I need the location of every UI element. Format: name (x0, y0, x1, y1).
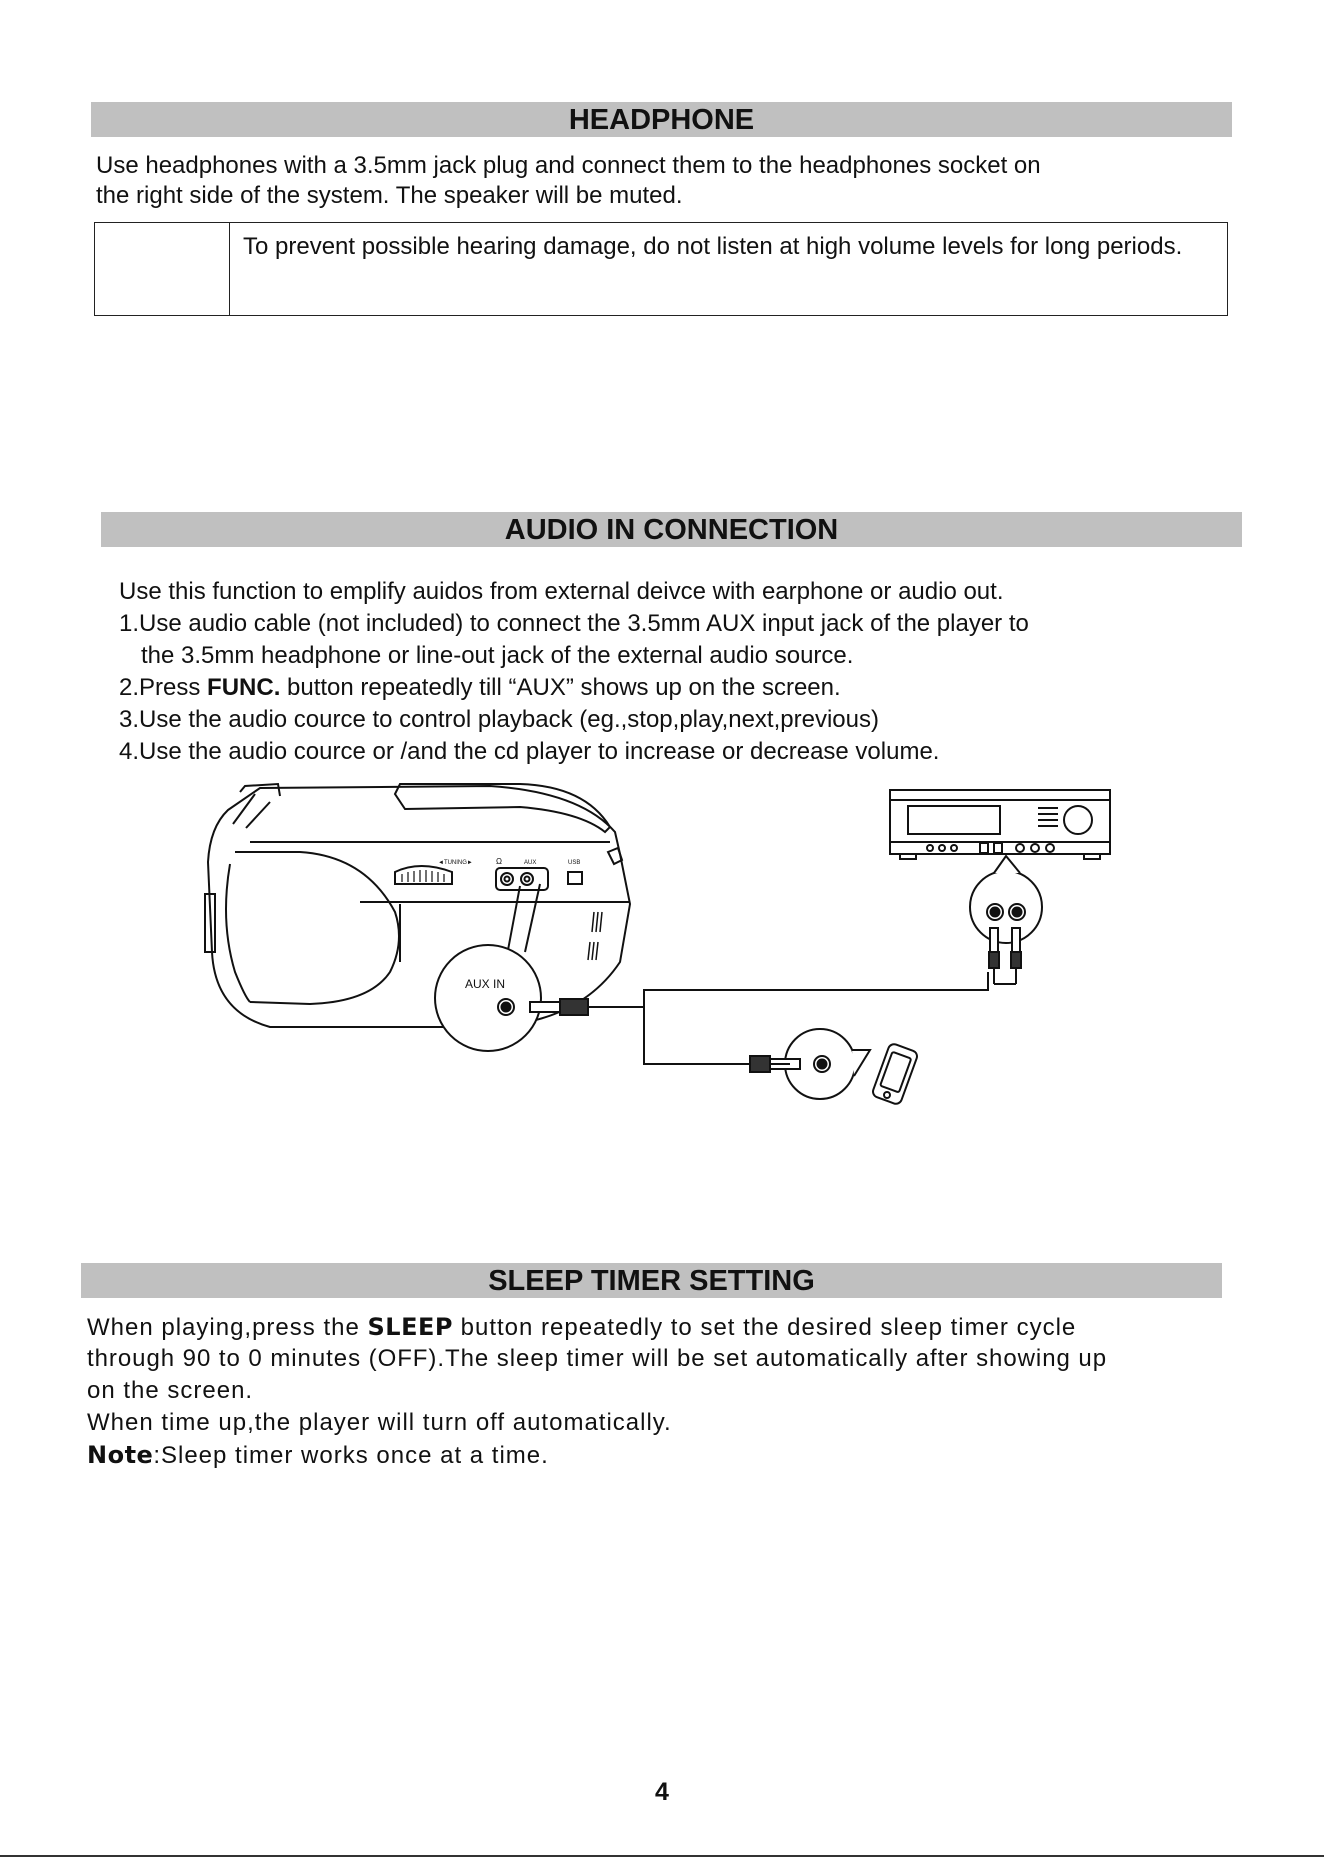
warning-text: To prevent possible hearing damage, do not listen at high volume levels for long periods. (243, 233, 1183, 260)
audio-in-step-1b: the 3.5mm headphone or line-out jack of the external audio source. (141, 642, 854, 669)
tuning-label: ◄TUNING► (438, 860, 473, 866)
func-button-label: FUNC. (207, 674, 281, 701)
headphone-paragraph-line-2: the right side of the system. The speaker will be muted. (96, 182, 683, 209)
stereo-receiver-illustration (890, 790, 1110, 859)
aux-in-label: AUX IN (464, 977, 506, 991)
sleep-timer-line-3: on the screen. (87, 1377, 254, 1404)
headphone-paragraph-line-1: Use headphones with a 3.5mm jack plug and connect them to the headphones socket on (96, 152, 1041, 179)
page-number: 4 (655, 1778, 669, 1806)
mobile-phone-icon (871, 1043, 918, 1106)
sleep-line-1-prefix: When playing,press the (87, 1314, 368, 1341)
headphone-jack-icon: Ω (496, 857, 502, 866)
audio-in-step-2 (119, 672, 841, 704)
audio-in-step-1a: 1.Use audio cable (not included) to connect the 3.5mm AUX input jack of the player to (119, 610, 1029, 637)
audio-in-section-header (101, 512, 1242, 547)
headphone-section-header (91, 102, 1232, 137)
usb-label: USB (568, 860, 581, 866)
aux-in-callout (435, 884, 644, 1051)
warning-icon-cell (95, 223, 230, 315)
sleep-timer-line-2: through 90 to 0 minutes (OFF).The sleep timer will be set automatically after showing up (87, 1345, 1108, 1372)
audio-in-step-3: 3.Use the audio cource to control playback (eg.,stop,play,next,previous) (119, 706, 879, 733)
step-2-suffix: button repeatedly till “AUX” shows up on the screen. (280, 674, 841, 701)
step-2-prefix: 2.Press (119, 674, 208, 701)
audio-in-step-4: 4.Use the audio cource or /and the cd player to increase or decrease volume. (119, 738, 940, 765)
sleep-timer-title: SLEEP TIMER SETTING (488, 1265, 815, 1297)
page-bottom-rule (0, 1855, 1324, 1857)
sleep-timer-section-header (81, 1263, 1222, 1298)
receiver-output-callout (970, 856, 1042, 984)
headphone-title: HEADPHONE (568, 104, 755, 136)
note-label: Note (87, 1441, 154, 1469)
aux-label: AUX (524, 860, 537, 866)
note-text: :Sleep timer works once at a time. (153, 1442, 549, 1469)
aux-connection-diagram (190, 772, 1150, 1122)
phone-jack-callout (750, 1029, 870, 1099)
cd-player-illustration (205, 784, 630, 1027)
sleep-timer-note (87, 1439, 549, 1473)
audio-in-title: AUDIO IN CONNECTION (504, 514, 839, 546)
sleep-line-1-suffix: button repeatedly to set the desired sleep timer cycle (452, 1314, 1077, 1341)
sleep-timer-line-1 (87, 1311, 1076, 1345)
audio-in-intro: Use this function to emplify auidos from external deivce with earphone or audio out. (119, 578, 1004, 605)
sleep-button-label: SLEEP (367, 1313, 453, 1341)
warning-box (94, 222, 1228, 316)
sleep-timer-line-4: When time up,the player will turn off automatically. (87, 1409, 672, 1436)
